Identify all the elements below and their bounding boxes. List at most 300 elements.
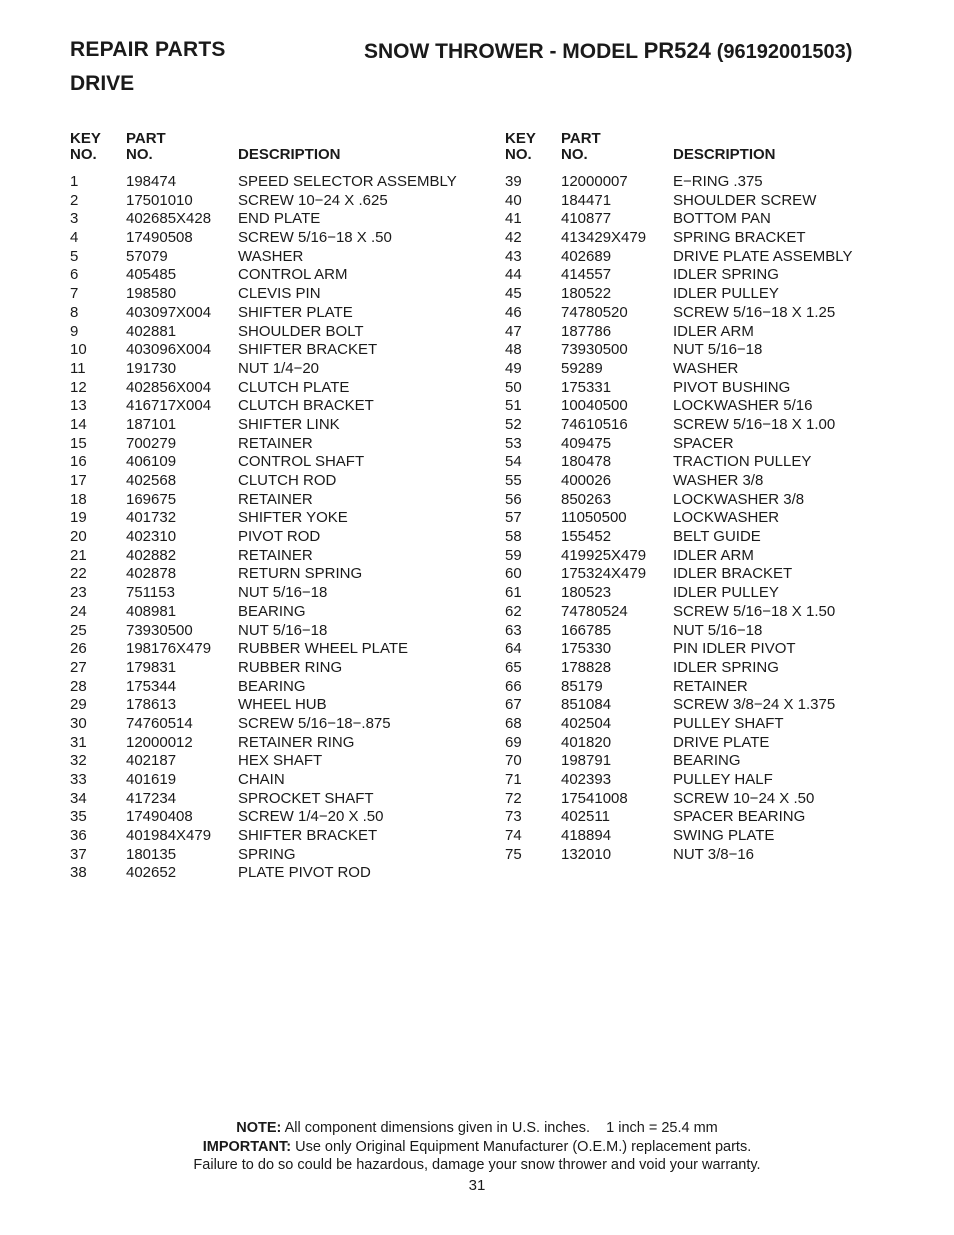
key-number: 28 [70, 677, 87, 695]
part-description: SCREW 3/8−24 X 1.375 [673, 696, 836, 714]
part-description: NUT 1/4−20 [238, 359, 320, 377]
part-description: TRACTION PULLEY [673, 453, 812, 471]
table-row [505, 528, 915, 547]
part-description: PIVOT BUSHING [673, 378, 791, 396]
key-number: 48 [505, 341, 522, 359]
table-row [505, 192, 915, 211]
table-row [505, 360, 915, 379]
note-text: All component dimensions given in U.S. inches. 1 inch = 25.4 mm [284, 1120, 718, 1136]
part-description: SHIFTER BRACKET [238, 341, 378, 359]
part-description: RETAINER [238, 434, 313, 452]
part-description: RETAINER [238, 490, 313, 508]
table-row [70, 266, 490, 285]
table-row [505, 790, 915, 809]
important-text: Use only Original Equipment Manufacturer (O.E.M.) replacement parts. [295, 1138, 752, 1155]
key-number: 54 [505, 453, 522, 471]
part-number: 10040500 [561, 397, 628, 415]
part-description: CHAIN [238, 771, 285, 788]
key-number: 71 [505, 771, 522, 788]
part-number: 198791 [561, 752, 612, 770]
table-row [505, 435, 915, 454]
table-row [70, 210, 490, 229]
key-number: 35 [70, 808, 87, 826]
part-description: RUBBER RING [238, 658, 343, 676]
part-number: 402504 [561, 714, 612, 732]
table-row [505, 696, 915, 715]
part-number: 402882 [126, 546, 177, 564]
part-description: IDLER SPRING [673, 658, 779, 676]
table-row [505, 509, 915, 528]
table-row [70, 864, 490, 883]
part-description: RETAINER [673, 677, 748, 695]
table-header [505, 131, 915, 173]
key-number: 15 [70, 434, 87, 452]
part-number: 400026 [561, 472, 612, 489]
part-description: SCREW 1/4−20 X .50 [238, 808, 384, 826]
parts-table-right [505, 131, 915, 864]
key-number: 60 [505, 565, 522, 583]
key-number: 53 [505, 434, 522, 452]
key-number: 56 [505, 490, 522, 508]
part-number: 405485 [126, 266, 177, 284]
key-number: 67 [505, 696, 522, 714]
part-description: RETURN SPRING [238, 565, 363, 583]
part-number: 751153 [126, 584, 175, 602]
part-description: SPACER [673, 434, 734, 452]
part-number: 402511 [561, 808, 610, 826]
part-number: 414557 [561, 266, 612, 284]
part-description: SPRING BRACKET [673, 229, 806, 247]
key-number: 58 [505, 528, 522, 546]
key-number: 62 [505, 602, 522, 620]
table-row [70, 659, 490, 678]
key-number: 32 [70, 752, 87, 770]
table-row [505, 808, 915, 827]
table-row [70, 416, 490, 435]
header-title: REPAIR PARTS [70, 38, 226, 61]
table-row [505, 323, 915, 342]
key-number: 52 [505, 415, 522, 433]
key-number: 17 [70, 472, 87, 489]
part-number: 175344 [126, 677, 177, 695]
part-description: END PLATE [238, 210, 321, 228]
part-description: E−RING .375 [673, 173, 763, 190]
key-number: 2 [70, 191, 79, 209]
key-number: 25 [70, 621, 87, 639]
table-row [505, 678, 915, 697]
table-row [70, 846, 490, 865]
footer-note [0, 1119, 954, 1138]
part-description: BOTTOM PAN [673, 210, 771, 228]
table-row [505, 472, 915, 491]
part-number: 180478 [561, 453, 612, 471]
part-number: 418894 [561, 827, 612, 845]
page-footer [0, 1119, 954, 1175]
part-number: 198580 [126, 285, 177, 303]
page-number: 31 [468, 1177, 486, 1194]
key-number: 13 [70, 397, 87, 415]
part-number: 187101 [126, 415, 177, 433]
key-number: 1 [70, 173, 79, 190]
footer-important [0, 1138, 954, 1157]
part-description: SHOULDER SCREW [673, 191, 817, 209]
key-number: 43 [505, 247, 522, 265]
table-body [505, 173, 915, 864]
key-number: 40 [505, 191, 522, 209]
table-row [70, 472, 490, 491]
part-description: DRIVE PLATE ASSEMBLY [673, 247, 853, 265]
part-description: NUT 5/16−18 [238, 584, 328, 602]
part-number: 416717X004 [126, 397, 212, 415]
part-number: 155452 [561, 528, 612, 546]
part-number: 169675 [126, 490, 177, 508]
table-row [505, 266, 915, 285]
header-model-number: PR524 [643, 38, 711, 63]
part-number: 187786 [561, 322, 612, 340]
part-description: SCREW 10−24 X .625 [238, 191, 388, 209]
key-number: 20 [70, 528, 87, 546]
table-row [70, 192, 490, 211]
table-row [70, 603, 490, 622]
key-number: 72 [505, 789, 522, 807]
part-description: SCREW 5/16−18 X 1.50 [673, 602, 836, 620]
key-number: 31 [70, 733, 87, 751]
key-number: 34 [70, 789, 87, 807]
part-description: SCREW 10−24 X .50 [673, 789, 815, 807]
key-number: 23 [70, 584, 87, 602]
table-row [505, 771, 915, 790]
key-number: 11 [70, 359, 86, 377]
part-description: SCREW 5/16−18 X 1.00 [673, 415, 836, 433]
part-number: 700279 [126, 434, 177, 452]
part-number: 406109 [126, 453, 177, 471]
key-number: 61 [505, 584, 522, 602]
table-row [70, 248, 490, 267]
part-number: 180523 [561, 584, 612, 602]
table-row [70, 528, 490, 547]
column-key-header: KEY NO. [70, 130, 101, 163]
part-description: SHIFTER BRACKET [238, 827, 378, 845]
key-number: 69 [505, 733, 522, 751]
part-number: 74780520 [561, 303, 628, 321]
part-description: SCREW 5/16−18 X 1.25 [673, 303, 836, 321]
table-row [70, 622, 490, 641]
table-row [505, 565, 915, 584]
key-number: 27 [70, 658, 87, 676]
part-description: WASHER [238, 247, 304, 265]
part-number: 401820 [561, 733, 612, 751]
part-description: PULLEY HALF [673, 771, 773, 788]
key-number: 46 [505, 303, 522, 321]
key-number: 8 [70, 303, 79, 321]
table-row [70, 397, 490, 416]
table-row [505, 715, 915, 734]
key-number: 64 [505, 640, 522, 658]
part-description: CLUTCH BRACKET [238, 397, 374, 415]
table-row [505, 622, 915, 641]
part-description: PLATE PIVOT ROD [238, 864, 371, 882]
key-number: 57 [505, 509, 522, 527]
part-number: 11050500 [561, 509, 627, 527]
table-row [70, 547, 490, 566]
key-number: 12 [70, 378, 87, 396]
part-number: 198474 [126, 173, 177, 190]
part-description: RUBBER WHEEL PLATE [238, 640, 409, 658]
key-number: 59 [505, 546, 522, 564]
key-number: 7 [70, 285, 79, 303]
table-row [505, 734, 915, 753]
part-number: 419925X479 [561, 546, 647, 564]
part-description: SHIFTER YOKE [238, 509, 348, 527]
part-description: NUT 5/16−18 [238, 621, 328, 639]
part-number: 184471 [561, 191, 612, 209]
part-number: 175331 [561, 378, 612, 396]
part-number: 402310 [126, 528, 177, 546]
column-part-header: PART NO. [126, 130, 166, 163]
header-serial: (96192001503) [716, 41, 853, 63]
table-row [70, 565, 490, 584]
key-number: 36 [70, 827, 87, 845]
part-description: SWING PLATE [673, 827, 775, 845]
part-description: SCREW 5/16−18 X .50 [238, 229, 392, 247]
table-row [505, 752, 915, 771]
table-row [70, 752, 490, 771]
key-number: 37 [70, 845, 87, 863]
key-number: 63 [505, 621, 522, 639]
part-number: 402689 [561, 247, 612, 265]
part-description: DRIVE PLATE [673, 733, 770, 751]
part-description: NUT 5/16−18 [673, 621, 763, 639]
part-description: PULLEY SHAFT [673, 714, 784, 732]
key-number: 68 [505, 714, 522, 732]
part-number: 12000012 [126, 733, 193, 751]
part-number: 12000007 [561, 173, 628, 190]
table-row [505, 379, 915, 398]
part-number: 401984X479 [126, 827, 212, 845]
part-number: 413429X479 [561, 229, 647, 247]
table-row [505, 547, 915, 566]
key-number: 9 [70, 322, 79, 340]
part-description: HEX SHAFT [238, 752, 323, 770]
table-header [70, 131, 490, 173]
part-number: 74610516 [561, 415, 628, 433]
part-description: BEARING [673, 752, 741, 770]
key-number: 50 [505, 378, 522, 396]
footer-warning: Failure to do so could be hazardous, damage your snow thrower and void your warranty. [193, 1157, 761, 1173]
part-number: 166785 [561, 621, 612, 639]
part-description: CLUTCH ROD [238, 472, 337, 489]
column-key-header: KEY NO. [505, 130, 536, 163]
table-row [505, 397, 915, 416]
column-description-header: DESCRIPTION [673, 146, 776, 163]
table-row [70, 360, 490, 379]
key-number: 19 [70, 509, 87, 527]
part-description: SPACER BEARING [673, 808, 806, 826]
key-number: 18 [70, 490, 87, 508]
part-number: 180135 [126, 845, 177, 863]
part-number: 409475 [561, 434, 612, 452]
key-number: 73 [505, 808, 522, 826]
part-description: IDLER ARM [673, 546, 754, 564]
table-row [70, 323, 490, 342]
part-number: 402393 [561, 771, 612, 788]
table-row [70, 640, 490, 659]
part-description: RETAINER [238, 546, 313, 564]
table-row [505, 229, 915, 248]
part-description: BELT GUIDE [673, 528, 761, 546]
table-row [505, 827, 915, 846]
part-number: 191730 [126, 359, 177, 377]
part-number: 402568 [126, 472, 177, 489]
key-number: 14 [70, 415, 87, 433]
table-row [70, 734, 490, 753]
key-number: 10 [70, 341, 87, 359]
key-number: 66 [505, 677, 522, 695]
part-description: LOCKWASHER [673, 509, 780, 527]
part-number: 403097X004 [126, 303, 212, 321]
table-row [70, 678, 490, 697]
key-number: 5 [70, 247, 79, 265]
table-row [505, 304, 915, 323]
column-description-header: DESCRIPTION [238, 146, 341, 163]
part-description: CLUTCH PLATE [238, 378, 350, 396]
key-number: 41 [505, 210, 522, 228]
note-label: NOTE: [236, 1120, 282, 1136]
part-number: 17501010 [126, 191, 193, 209]
part-number: 17490408 [126, 808, 193, 826]
part-description: PIN IDLER PIVOT [673, 640, 796, 658]
part-description: WASHER 3/8 [673, 472, 764, 489]
table-row [505, 584, 915, 603]
key-number: 75 [505, 845, 522, 863]
part-number: 17490508 [126, 229, 193, 247]
part-description: RETAINER RING [238, 733, 355, 751]
part-number: 851084 [561, 696, 612, 714]
part-number: 402856X004 [126, 378, 212, 396]
part-number: 403096X004 [126, 341, 212, 359]
part-number: 74780524 [561, 602, 628, 620]
part-description: CONTROL SHAFT [238, 453, 365, 471]
table-row [70, 229, 490, 248]
part-description: SHIFTER LINK [238, 415, 340, 433]
key-number: 44 [505, 266, 522, 284]
key-number: 33 [70, 771, 87, 788]
part-number: 402881 [126, 322, 177, 340]
key-number: 49 [505, 359, 522, 377]
section-title: DRIVE [70, 72, 135, 95]
table-row [70, 584, 490, 603]
table-row [70, 285, 490, 304]
key-number: 70 [505, 752, 522, 770]
key-number: 16 [70, 453, 87, 471]
table-row [70, 771, 490, 790]
key-number: 21 [70, 546, 87, 564]
part-description: LOCKWASHER 3/8 [673, 490, 805, 508]
part-number: 73930500 [561, 341, 628, 359]
key-number: 74 [505, 827, 522, 845]
table-row [70, 491, 490, 510]
part-number: 850263 [561, 490, 612, 508]
part-number: 179831 [126, 658, 177, 676]
key-number: 65 [505, 658, 522, 676]
key-number: 3 [70, 210, 79, 228]
part-number: 401732 [126, 509, 177, 527]
part-description: IDLER ARM [673, 322, 754, 340]
part-description: SHOULDER BOLT [238, 322, 364, 340]
column-part-header: PART NO. [561, 130, 601, 163]
page-header [70, 38, 910, 68]
table-row [505, 846, 915, 865]
part-number: 402187 [126, 752, 177, 770]
part-description: IDLER BRACKET [673, 565, 793, 583]
part-number: 408981 [126, 602, 177, 620]
part-number: 401619 [126, 771, 177, 788]
part-number: 198176X479 [126, 640, 212, 658]
parts-table-left [70, 131, 490, 883]
key-number: 47 [505, 322, 522, 340]
part-number: 178828 [561, 658, 612, 676]
part-number: 178613 [126, 696, 177, 714]
table-row [70, 808, 490, 827]
table-row [505, 285, 915, 304]
part-description: BEARING [238, 602, 306, 620]
part-description: CONTROL ARM [238, 266, 348, 284]
part-number: 57079 [126, 247, 168, 265]
part-description: SPROCKET SHAFT [238, 789, 374, 807]
table-row [505, 210, 915, 229]
part-description: WASHER [673, 359, 739, 377]
part-number: 85179 [561, 677, 603, 695]
table-row [505, 341, 915, 360]
part-number: 410877 [561, 210, 612, 228]
header-model-line [364, 38, 852, 64]
table-row [70, 509, 490, 528]
table-row [70, 173, 490, 192]
header-model-prefix: SNOW THROWER - MODEL [364, 40, 638, 63]
key-number: 30 [70, 714, 87, 732]
part-number: 402685X428 [126, 210, 212, 228]
part-number: 180522 [561, 285, 612, 303]
table-body [70, 173, 490, 883]
part-description: NUT 5/16−18 [673, 341, 763, 359]
part-description: NUT 3/8−16 [673, 845, 755, 863]
table-row [505, 248, 915, 267]
table-row [70, 696, 490, 715]
table-row [505, 416, 915, 435]
table-row [70, 790, 490, 809]
key-number: 42 [505, 229, 522, 247]
part-number: 402878 [126, 565, 177, 583]
part-number: 132010 [561, 845, 612, 863]
table-row [70, 453, 490, 472]
key-number: 4 [70, 229, 79, 247]
table-row [70, 827, 490, 846]
part-description: SPEED SELECTOR ASSEMBLY [238, 173, 457, 190]
part-description: CLEVIS PIN [238, 285, 321, 303]
important-label: IMPORTANT: [202, 1138, 292, 1155]
table-row [505, 491, 915, 510]
table-row [505, 659, 915, 678]
part-number: 74760514 [126, 714, 193, 732]
key-number: 38 [70, 864, 87, 882]
table-row [70, 304, 490, 323]
part-description: BEARING [238, 677, 306, 695]
table-row [505, 173, 915, 192]
table-row [70, 435, 490, 454]
key-number: 29 [70, 696, 87, 714]
part-description: IDLER SPRING [673, 266, 779, 284]
table-row [70, 715, 490, 734]
